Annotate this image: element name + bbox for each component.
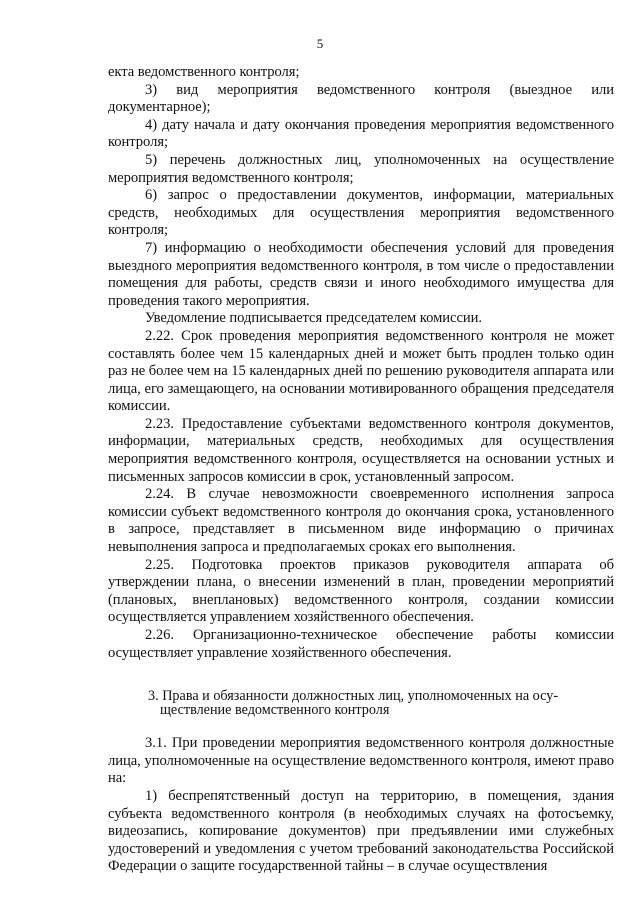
section-heading [148,689,614,717]
section-heading-line-1: 3. Права и обязанности должностных лиц, уполномоченных на осу- [148,688,559,705]
page-number: 5 [316,36,324,51]
paragraph: 1) беспрепятственный доступ на территорию, в помещения, здания субъекта ведомственного контроля (в необходимых случаях на фотосъемку, видеозапись, копирование документов) при предъявлении ими служебных удостоверений и уведомления с учетом требований законодательства Российской Федерации о защите государственной тайны – в случае осуществления [108,787,614,875]
paragraph: 2.24. В случае невозможности своевременного исполнения запроса комиссии субъект ведомственного контроля до окончания срока, установленного в запросе, представляет в письменном виде информацию о причинах невыполнения запроса и предполагаемых сроках его выполнения. [108,486,614,556]
paragraph: екта ведомственного контроля; [108,64,300,80]
document-body [108,64,614,876]
paragraph: 2.26. Организационно-техническое обеспечение работы комиссии осуществляет управление хозяйственного обеспечения. [108,627,614,661]
paragraph: 6) запрос о предоставлении документов, информации, материальных средств, необходимых для осуществления мероприятия ведомственного контроля; [108,187,614,239]
paragraph: 5) перечень должностных лиц, уполномоченных на осуществление мероприятия ведомственного контроля; [108,151,614,186]
section-heading-line-2: ществление ведомственного контроля [160,702,390,719]
paragraph: 2.23. Предоставление субъектами ведомственного контроля документов, информации, материальных средств, необходимых для осуществления мероприятия ведомственного контроля, осуществляется на основании устных и письменных запросов комиссии в срок, установленный запросом. [108,415,614,485]
paragraph: 4) дату начала и дату окончания проведения мероприятия ведомственного контроля; [108,116,614,151]
paragraph: Уведомление подписывается председателем комиссии. [145,310,482,327]
paragraph: 2.25. Подготовка проектов приказов руководителя аппарата об утверждении плана, о внесении изменений в план, проведении мероприятий (плановых, внеплановых) ведомственного контроля, создании комиссии осуществляется управлением хозяйственного обеспечения. [108,556,614,626]
paragraph: 2.22. Срок проведения мероприятия ведомственного контроля не может составлять более чем 15 календарных дней и может быть продлен только один раз не более чем на 15 календарных дней по решению руководителя аппарата или лица, его замещающего, на основании мотивированного обращения председателя комиссии. [108,327,614,415]
paragraph: 3.1. При проведении мероприятия ведомственного контроля должностные лица, уполномоченные на осуществление ведомственного контроля, имеют право на: [108,735,614,787]
paragraph: 3) вид мероприятия ведомственного контроля (выездное или документарное); [108,81,614,116]
paragraph: 7) информацию о необходимости обеспечения условий для проведения выездного мероприятия ведомственного контроля, в том числе о предоставлении помещения для работы, средств связи и иного необходимого имущества для проведения такого мероприятия. [108,239,614,309]
